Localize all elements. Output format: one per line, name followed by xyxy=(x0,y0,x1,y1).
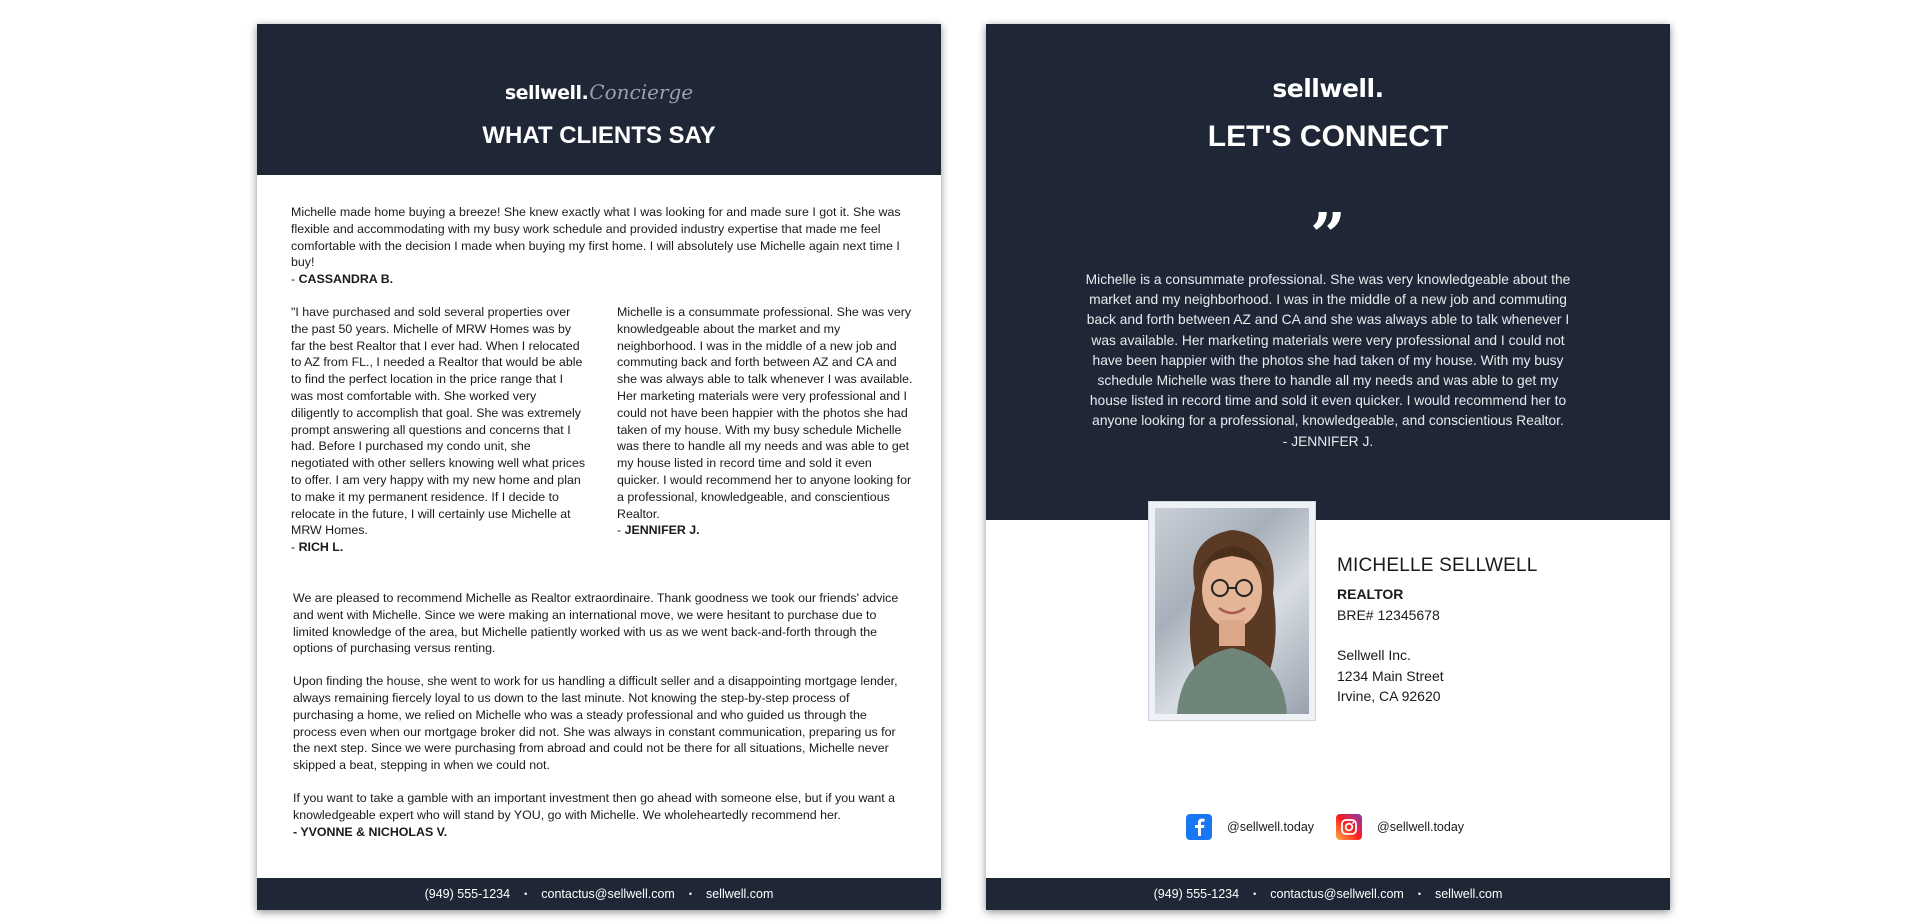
testimonial-jennifer xyxy=(617,304,913,539)
footer-separator: • xyxy=(524,889,528,899)
footer-phone: (949) 555-1234 xyxy=(424,887,511,901)
facebook-handle: @sellwell.today xyxy=(1227,820,1315,834)
testimonial-author: - YVONNE & NICHOLAS V. xyxy=(293,824,448,839)
header-band xyxy=(257,24,941,175)
footer-website: sellwell.com xyxy=(705,887,774,901)
footer-phone: (949) 555-1234 xyxy=(1153,887,1240,901)
agent-company: Sellwell Inc. xyxy=(1337,647,1411,663)
footer-separator: • xyxy=(1417,889,1421,899)
page-title: LET'S CONNECT xyxy=(1207,120,1449,153)
testimonial-paragraph: We are pleased to recommend Michelle as Realtor extraordinaire. Thank goodness we took our friends' advice and went with Michelle. Since we were making an international move, we were hesitant to purchase due to limited knowledge of the area, but Michelle patiently worked with us as we went back-and-forth through the options of purchasing versus renting. xyxy=(293,591,899,656)
agent-street: 1234 Main Street xyxy=(1337,667,1444,684)
page-title: WHAT CLIENTS SAY xyxy=(482,122,716,149)
testimonial-rich xyxy=(291,304,587,556)
agent-photo-frame xyxy=(1148,501,1316,721)
instagram-handle: @sellwell.today xyxy=(1377,820,1465,834)
quote-icon: ” xyxy=(1310,199,1346,272)
testimonial-text: Michelle made home buying a breeze! She knew exactly what I was looking for and made sure I got it. She was flexible and accommodating with my busy work schedule and provided industry expertise that made me feel comfortable with the decision I made when buying my first home. I will absolutely use Michelle again next time I buy! xyxy=(291,205,901,270)
header-band xyxy=(986,24,1670,520)
connect-page xyxy=(986,24,1670,910)
footer-email: contactus@sellwell.com xyxy=(541,887,675,901)
testimonial-text: "I have purchased and sold several properties over the past 50 years. Michelle of MRW Homes was by far the best Realtor that I ever had. When I relocated to AZ from FL., I needed a Realtor that would be able to find the perfect location in the price range that I was most comfortable with. She worked very diligently to accomplish that goal. She was extremely prompt answering all questions and concerns that I had. Before I purchased my condo unit, she negotiated with other sellers knowing well what prices to offer. I am very happy with my new home and plan to make it my permanent residence. If I decide to relocate in the future, I will certainly use Michelle at MRW Homes. xyxy=(291,305,586,538)
agent-role: REALTOR xyxy=(1337,586,1404,602)
testimonial-author: JENNIFER J. xyxy=(624,523,700,538)
agent-photo xyxy=(1155,508,1309,714)
testimonial-author: RICH L. xyxy=(298,540,344,555)
featured-testimonial xyxy=(1078,270,1578,452)
testimonial-author: CASSANDRA B. xyxy=(298,272,394,287)
author-prefix: - xyxy=(291,540,299,555)
contact-footer xyxy=(986,878,1670,910)
logo-word: sellwell. xyxy=(504,82,589,104)
author-prefix: - xyxy=(291,272,299,287)
testimonial-cassandra xyxy=(291,204,905,288)
featured-quote-text: Michelle is a consummate professional. She was very knowledgeable about the market and my neighborhood. I was in the middle of a new job and commuting back and forth between AZ and CA and she was always able to talk whenever I was available. Her marketing materials were very professional and I could not have been happier with the photos she had taken of my house. With my busy schedule Michelle was there to handle all my needs and was able to get my house listed in record time and sold it even quicker. I would recommend her to anyone looking for a professional, knowledgeable, and conscientious Realtor. xyxy=(1085,272,1571,429)
agent-name: MICHELLE SELLWELL xyxy=(1337,555,1538,576)
agent-city: Irvine, CA 92620 xyxy=(1337,688,1441,704)
concierge-logo xyxy=(257,80,941,104)
footer-website: sellwell.com xyxy=(1434,887,1503,901)
testimonial-paragraph: If you want to take a gamble with an important investment then go ahead with someone else, but if you want a knowledgeable expert who will stand by YOU, go with Michelle. We wholeheartedly recommend her. xyxy=(293,790,895,822)
testimonial-yvonne-nicholas xyxy=(293,590,907,840)
footer-email: contactus@sellwell.com xyxy=(1270,887,1404,901)
testimonials-page xyxy=(257,24,941,910)
agent-contact-info xyxy=(1337,554,1538,707)
sellwell-logo: sellwell. xyxy=(1272,74,1384,103)
logo-script: Concierge xyxy=(589,80,694,104)
contact-footer xyxy=(257,878,941,910)
testimonial-paragraph: Upon finding the house, she went to work for us handling a difficult seller and a disappointing mortgage lender, always remaining fiercely loyal to us down to the last minute. Not knowing the step-by-step process of purchasing a home, we relied on Michelle who was a steady professional and who guided us through the process even when our mortgage broker did not. She was always in constant communication, preparing us for the next step. Since we were purchasing from abroad and could not be there for all situations, Michelle never skipped a beat, stepping in when we could not. xyxy=(293,674,898,773)
facebook-link[interactable] xyxy=(1186,814,1314,840)
author-prefix: - xyxy=(617,523,625,538)
footer-separator: • xyxy=(1253,889,1257,899)
testimonial-text: Michelle is a consummate professional. She was very knowledgeable about the market and my neighborhood. I was in the middle of a new job and commuting back and forth between AZ and CA and she was always able to talk whenever I was available. Her marketing materials were very professional and I could not have been happier with the photos she had taken of my house. With my busy schedule Michelle was there to handle all my needs and was able to get my house listed in record time and sold it even quicker. I would recommend her to anyone looking for a professional, knowledgeable, and conscientious Realtor. xyxy=(617,305,913,521)
agent-license: BRE# 12345678 xyxy=(1337,606,1440,623)
instagram-link[interactable] xyxy=(1336,814,1464,840)
featured-quote-author: - JENNIFER J. xyxy=(1282,433,1374,449)
instagram-icon xyxy=(1336,814,1362,840)
footer-separator: • xyxy=(688,889,692,899)
facebook-icon xyxy=(1186,814,1212,840)
